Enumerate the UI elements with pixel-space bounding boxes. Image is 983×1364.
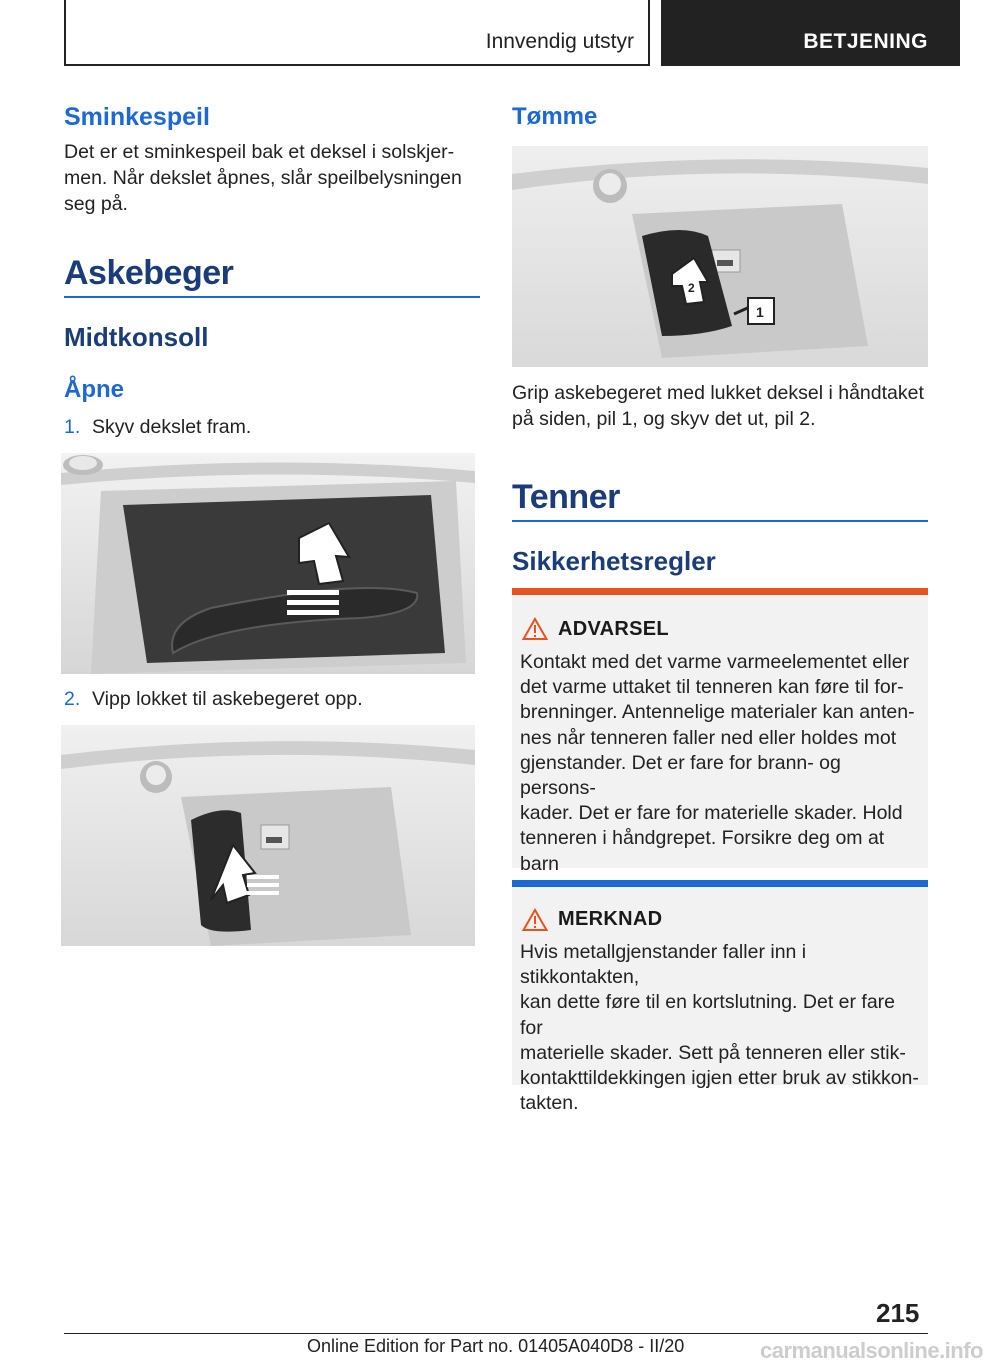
warning-box [512, 588, 928, 875]
notice-triangle-icon [522, 908, 548, 932]
footer-rule [64, 1333, 928, 1334]
heading-midtkonsoll: Midtkonsoll [64, 322, 209, 352]
text-line: kader. Det er fare for materielle skader. Hold [520, 802, 903, 825]
step-2 [64, 688, 363, 711]
text-line: materielle skader. Sett på tenneren eller stik- [520, 1041, 906, 1064]
text-line: tenneren i håndgrepet. Forsikre deg om at barn [520, 827, 885, 875]
text-line: Hvis metallgjenstander faller inn i stikkontakten, [520, 941, 807, 989]
page-number: 215 [876, 1298, 920, 1328]
heading-aapne: Åpne [64, 376, 124, 403]
notice-title: MERKNAD [558, 908, 663, 930]
text-line: takten. [520, 1092, 579, 1115]
heading-rule [512, 520, 928, 522]
heading-tenner: Tenner [512, 478, 620, 516]
notice-text [520, 940, 922, 1116]
header-section-title: Innvendig utstyr [485, 30, 634, 53]
text-line: nes når tenneren faller ned eller holdes mot [520, 726, 897, 749]
header-section-box [64, 0, 650, 66]
text-line: brenninger. Antennelige materialer kan anten- [520, 701, 915, 724]
arrow-label-1: 1 [756, 304, 764, 320]
text-line: kontakttildekkingen igjen etter bruk av stikkon- [520, 1067, 919, 1090]
header-chapter-tab [661, 0, 960, 66]
step-text: Skyv dekslet fram. [92, 416, 252, 438]
text-line: Kontakt med det varme varmeelementet eller [520, 651, 910, 673]
text-line: gjenstander. Det er fare for brann- og persons- [520, 751, 841, 800]
text-line: Det er et sminkespeil bak et deksel i solskjer- [64, 141, 455, 163]
notice-bar [512, 880, 928, 887]
illustration-push-cover [61, 453, 475, 674]
heading-askebeger: Askebeger [64, 254, 234, 292]
text-line: det varme uttaket til tenneren kan føre til for- [520, 676, 904, 699]
warning-triangle-icon [522, 617, 548, 641]
step-number: 1. [64, 416, 81, 438]
heading-rule [64, 296, 480, 298]
heading-sikkerhetsregler: Sikkerhetsregler [512, 546, 716, 576]
text-line: men. Når dekslet åpnes, slår speilbelysningen [64, 167, 462, 189]
text-line: kan dette føre til en kortslutning. Det er fare for [520, 991, 896, 1039]
illustration-flip-lid [61, 725, 475, 946]
step-1 [64, 416, 251, 439]
warning-text [520, 650, 922, 902]
warning-title: ADVARSEL [558, 618, 669, 640]
notice-box [512, 880, 928, 1115]
tomme-text [512, 380, 928, 432]
illustration-remove-ashtray [512, 146, 928, 367]
sminkespeil-text [64, 139, 480, 217]
step-text: Vipp lokket til askebegeret opp. [92, 688, 363, 710]
watermark: carmanualsonline.info [760, 1338, 983, 1363]
arrow-label-2: 2 [688, 281, 695, 295]
warning-bar [512, 588, 928, 595]
text-line: Grip askebegeret med lukket deksel i håndtaket [512, 382, 924, 404]
text-line: seg på. [64, 193, 128, 215]
text-line: på siden, pil 1, og skyv det ut, pil 2. [512, 408, 816, 430]
step-number: 2. [64, 688, 81, 710]
heading-sminkespeil: Sminkespeil [64, 103, 210, 131]
header-chapter-title: BETJENING [803, 30, 928, 53]
footer-edition: Online Edition for Part no. 01405A040D8 - II/20 [307, 1336, 685, 1356]
heading-tomme: Tømme [512, 103, 598, 130]
